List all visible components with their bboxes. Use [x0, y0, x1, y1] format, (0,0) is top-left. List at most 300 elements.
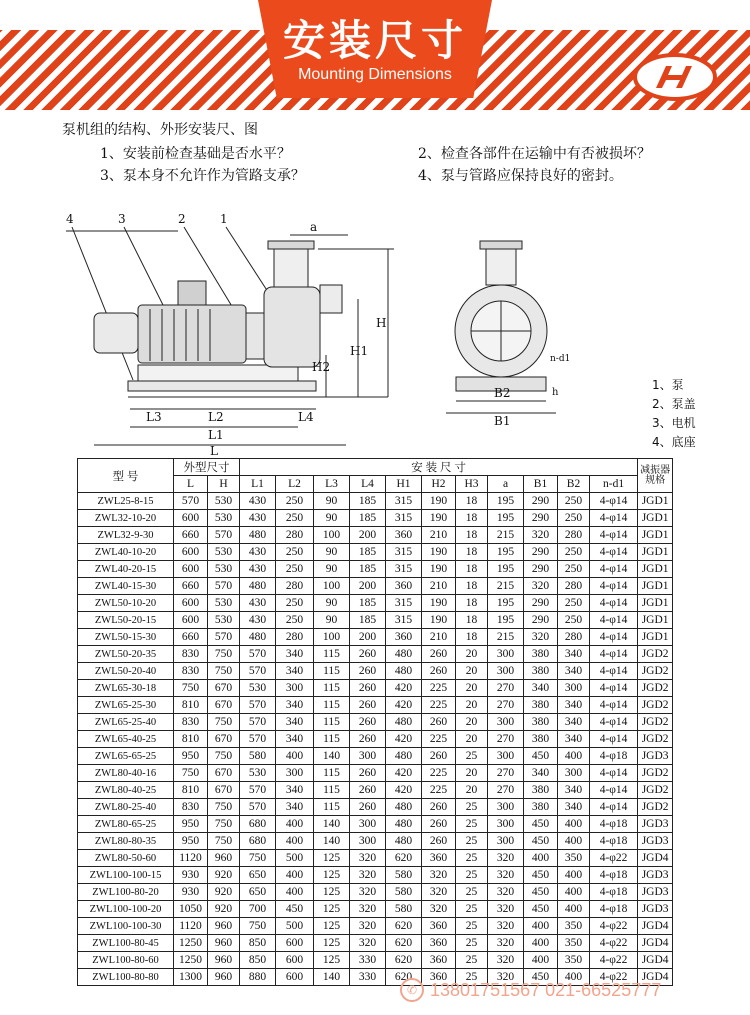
table-cell: 125 — [314, 918, 350, 935]
table-cell: JGD2 — [638, 646, 673, 663]
table-cell: 20 — [456, 663, 488, 680]
table-cell: 480 — [386, 799, 422, 816]
table-cell: 250 — [276, 595, 314, 612]
table-cell: 4-φ22 — [590, 969, 638, 986]
table-cell: 340 — [558, 663, 590, 680]
table-cell: 660 — [174, 629, 208, 646]
table-row — [78, 663, 673, 680]
table-cell: 125 — [314, 901, 350, 918]
svg-text:B1: B1 — [494, 414, 511, 428]
table-cell: 570 — [208, 629, 240, 646]
table-cell: 320 — [350, 901, 386, 918]
table-cell: 280 — [276, 629, 314, 646]
table-cell: 290 — [524, 493, 558, 510]
table-cell: 260 — [350, 646, 386, 663]
table-cell: JGD4 — [638, 952, 673, 969]
model-cell: ZWL100-100-20 — [78, 901, 174, 918]
table-cell: 670 — [208, 731, 240, 748]
table-cell: 20 — [456, 680, 488, 697]
table-cell: 530 — [208, 493, 240, 510]
table-cell: 320 — [350, 850, 386, 867]
table-cell: 115 — [314, 799, 350, 816]
header-model: 型 号 — [78, 459, 174, 493]
table-cell: 600 — [276, 952, 314, 969]
table-cell: 20 — [456, 697, 488, 714]
model-cell: ZWL80-25-40 — [78, 799, 174, 816]
table-cell: 450 — [524, 748, 558, 765]
table-cell: 4-φ14 — [590, 646, 638, 663]
table-cell: 260 — [350, 680, 386, 697]
model-cell: ZWL32-9-30 — [78, 527, 174, 544]
table-cell: 670 — [208, 697, 240, 714]
table-cell: 250 — [276, 493, 314, 510]
model-cell: ZWL100-80-20 — [78, 884, 174, 901]
table-row — [78, 935, 673, 952]
table-cell: 960 — [208, 850, 240, 867]
table-cell: JGD4 — [638, 969, 673, 986]
table-cell: 18 — [456, 612, 488, 629]
table-cell: 480 — [240, 629, 276, 646]
table-cell: 4-φ18 — [590, 816, 638, 833]
table-cell: 810 — [174, 697, 208, 714]
table-cell: 360 — [422, 969, 456, 986]
callout-2: 2 — [178, 212, 186, 226]
table-row — [78, 578, 673, 595]
table-cell: 600 — [276, 935, 314, 952]
table-cell: 400 — [558, 867, 590, 884]
table-cell: 250 — [276, 612, 314, 629]
table-cell: 100 — [314, 527, 350, 544]
column-header: H2 — [422, 476, 456, 493]
table-cell: 4-φ18 — [590, 901, 638, 918]
table-cell: 115 — [314, 782, 350, 799]
table-cell: 530 — [240, 765, 276, 782]
table-cell: 25 — [456, 935, 488, 952]
table-cell: 400 — [276, 816, 314, 833]
column-header: a — [488, 476, 524, 493]
table-cell: 260 — [422, 833, 456, 850]
table-cell: 315 — [386, 510, 422, 527]
banner — [0, 0, 750, 118]
table-cell: 920 — [208, 867, 240, 884]
table-cell: 270 — [488, 782, 524, 799]
table-cell: 185 — [350, 493, 386, 510]
table-cell: 420 — [386, 697, 422, 714]
table-row — [78, 527, 673, 544]
table-row — [78, 918, 673, 935]
table-cell: 140 — [314, 833, 350, 850]
table-cell: 750 — [208, 799, 240, 816]
legend-pump: 1、泵 — [652, 378, 684, 392]
table-cell: 1250 — [174, 952, 208, 969]
table-cell: 420 — [386, 731, 422, 748]
table-cell: 570 — [240, 782, 276, 799]
table-cell: 350 — [558, 850, 590, 867]
table-cell: 195 — [488, 544, 524, 561]
table-cell: 4-φ18 — [590, 748, 638, 765]
svg-text:L2: L2 — [208, 410, 224, 424]
svg-text:a: a — [310, 220, 318, 234]
table-cell: 850 — [240, 952, 276, 969]
table-cell: 25 — [456, 748, 488, 765]
table-cell: 320 — [422, 901, 456, 918]
callout-4: 4 — [66, 212, 74, 226]
table-cell: 320 — [488, 884, 524, 901]
svg-text:H2: H2 — [312, 360, 331, 374]
table-cell: 400 — [558, 901, 590, 918]
table-cell: 1050 — [174, 901, 208, 918]
table-cell: JGD3 — [638, 884, 673, 901]
table-cell: 920 — [208, 884, 240, 901]
table-cell: 225 — [422, 765, 456, 782]
legend-pump-cover: 2、泵盖 — [652, 397, 696, 411]
table-cell: 600 — [174, 510, 208, 527]
table-cell: 200 — [350, 527, 386, 544]
table-row — [78, 850, 673, 867]
intro-item-2: 2、检查各部件在运输中有否被损坏？ — [418, 146, 651, 162]
table-cell: 810 — [174, 782, 208, 799]
table-cell: JGD3 — [638, 867, 673, 884]
table-cell: 400 — [558, 748, 590, 765]
table-cell: 430 — [240, 561, 276, 578]
table-cell: JGD2 — [638, 782, 673, 799]
table-cell: 380 — [524, 799, 558, 816]
table-cell: 25 — [456, 969, 488, 986]
table-cell: 660 — [174, 578, 208, 595]
table-cell: 185 — [350, 544, 386, 561]
table-cell: 4-φ22 — [590, 918, 638, 935]
pump-mounting-diagram — [58, 205, 698, 455]
table-cell: 190 — [422, 561, 456, 578]
brand-logo-icon — [632, 52, 718, 102]
table-cell: 380 — [524, 714, 558, 731]
table-cell: 660 — [174, 527, 208, 544]
table-cell: 750 — [174, 680, 208, 697]
table-cell: 400 — [276, 748, 314, 765]
table-cell: 670 — [208, 765, 240, 782]
table-cell: 115 — [314, 663, 350, 680]
model-cell: ZWL100-100-30 — [78, 918, 174, 935]
table-cell: JGD1 — [638, 629, 673, 646]
table-cell: 140 — [314, 969, 350, 986]
table-cell: 250 — [558, 544, 590, 561]
table-cell: 300 — [488, 646, 524, 663]
table-cell: 960 — [208, 969, 240, 986]
table-cell: 18 — [456, 527, 488, 544]
table-cell: 4-φ14 — [590, 782, 638, 799]
table-cell: 260 — [350, 731, 386, 748]
table-cell: 570 — [208, 527, 240, 544]
header-spec: 规格 — [645, 474, 666, 486]
table-cell: 315 — [386, 493, 422, 510]
table-cell: 340 — [558, 714, 590, 731]
table-cell: 225 — [422, 731, 456, 748]
column-header: B1 — [524, 476, 558, 493]
table-cell: 480 — [386, 816, 422, 833]
table-cell: 25 — [456, 952, 488, 969]
table-cell: 250 — [558, 493, 590, 510]
table-cell: 1250 — [174, 935, 208, 952]
column-header: H1 — [386, 476, 422, 493]
legend-motor: 3、电机 — [652, 416, 696, 430]
table-cell: 225 — [422, 697, 456, 714]
legend-base: 4、底座 — [652, 435, 696, 449]
model-cell: ZWL50-20-40 — [78, 663, 174, 680]
table-cell: 400 — [524, 850, 558, 867]
table-cell: 810 — [174, 731, 208, 748]
table-cell: 430 — [240, 544, 276, 561]
table-cell: 1300 — [174, 969, 208, 986]
table-cell: 270 — [488, 697, 524, 714]
table-cell: 350 — [558, 918, 590, 935]
table-cell: 480 — [240, 527, 276, 544]
table-cell: 350 — [558, 952, 590, 969]
header-damper-spec — [638, 459, 673, 493]
table-cell: 580 — [386, 867, 422, 884]
table-cell: 620 — [386, 969, 422, 986]
table-cell: 4-φ14 — [590, 561, 638, 578]
table-cell: 340 — [524, 680, 558, 697]
table-cell: 270 — [488, 731, 524, 748]
table-cell: 420 — [386, 680, 422, 697]
table-cell: 18 — [456, 561, 488, 578]
column-header: L3 — [314, 476, 350, 493]
table-cell: 195 — [488, 510, 524, 527]
table-cell: 570 — [240, 714, 276, 731]
table-cell: 530 — [208, 561, 240, 578]
table-cell: 115 — [314, 697, 350, 714]
table-cell: 90 — [314, 493, 350, 510]
contact-phones: 13801751567 021-66525777 — [430, 979, 662, 1000]
table-cell: 18 — [456, 544, 488, 561]
column-header: L — [174, 476, 208, 493]
table-cell: JGD2 — [638, 697, 673, 714]
table-cell: 260 — [350, 799, 386, 816]
table-cell: 115 — [314, 646, 350, 663]
table-cell: 190 — [422, 595, 456, 612]
table-cell: 260 — [422, 663, 456, 680]
table-cell: 380 — [524, 663, 558, 680]
table-cell: 300 — [488, 799, 524, 816]
table-cell: 125 — [314, 884, 350, 901]
column-header: H3 — [456, 476, 488, 493]
table-cell: JGD2 — [638, 765, 673, 782]
table-cell: 750 — [208, 816, 240, 833]
table-cell: 315 — [386, 595, 422, 612]
model-cell: ZWL50-10-20 — [78, 595, 174, 612]
table-cell: 320 — [524, 527, 558, 544]
table-cell: 300 — [488, 714, 524, 731]
table-cell: 90 — [314, 561, 350, 578]
table-cell: 480 — [386, 748, 422, 765]
table-cell: JGD4 — [638, 935, 673, 952]
table-cell: 260 — [422, 646, 456, 663]
svg-text:L3: L3 — [146, 410, 162, 424]
table-cell: 4-φ22 — [590, 952, 638, 969]
table-cell: 20 — [456, 731, 488, 748]
table-row — [78, 833, 673, 850]
table-cell: 320 — [350, 935, 386, 952]
table-cell: 850 — [240, 935, 276, 952]
table-cell: 580 — [386, 901, 422, 918]
table-cell: 210 — [422, 527, 456, 544]
callout-3: 3 — [118, 212, 126, 226]
table-cell: 500 — [276, 850, 314, 867]
table-cell: 100 — [314, 578, 350, 595]
phone-icon: ✆ — [400, 978, 424, 1002]
table-cell: JGD3 — [638, 901, 673, 918]
table-cell: 250 — [558, 612, 590, 629]
table-cell: 4-φ14 — [590, 697, 638, 714]
table-cell: 340 — [276, 697, 314, 714]
model-cell: ZWL65-40-25 — [78, 731, 174, 748]
table-cell: 290 — [524, 544, 558, 561]
table-cell: 340 — [276, 646, 314, 663]
table-cell: 300 — [350, 748, 386, 765]
table-cell: 18 — [456, 629, 488, 646]
table-cell: 830 — [174, 646, 208, 663]
table-cell: 750 — [208, 748, 240, 765]
model-cell: ZWL100-80-80 — [78, 969, 174, 986]
table-cell: 620 — [386, 952, 422, 969]
table-cell: 930 — [174, 884, 208, 901]
table-cell: 185 — [350, 612, 386, 629]
svg-text:B2: B2 — [494, 386, 511, 400]
table-cell: 950 — [174, 833, 208, 850]
column-header: L4 — [350, 476, 386, 493]
table-cell: 20 — [456, 782, 488, 799]
table-cell: 250 — [558, 595, 590, 612]
table-cell: 500 — [276, 918, 314, 935]
table-cell: 4-φ14 — [590, 765, 638, 782]
table-cell: 25 — [456, 799, 488, 816]
table-cell: 650 — [240, 867, 276, 884]
model-cell: ZWL32-10-20 — [78, 510, 174, 527]
table-cell: 280 — [558, 527, 590, 544]
table-cell: 400 — [558, 884, 590, 901]
table-cell: 250 — [558, 561, 590, 578]
model-cell: ZWL80-65-25 — [78, 816, 174, 833]
table-cell: 100 — [314, 629, 350, 646]
table-cell: 620 — [386, 935, 422, 952]
table-cell: 750 — [208, 714, 240, 731]
table-cell: 360 — [422, 935, 456, 952]
table-cell: 25 — [456, 901, 488, 918]
table-cell: JGD1 — [638, 544, 673, 561]
table-cell: 320 — [488, 952, 524, 969]
table-row — [78, 765, 673, 782]
table-cell: 18 — [456, 493, 488, 510]
table-cell: 20 — [456, 714, 488, 731]
table-cell: 450 — [524, 969, 558, 986]
table-cell: 250 — [276, 510, 314, 527]
callout-1: 1 — [220, 212, 228, 226]
table-cell: 600 — [276, 969, 314, 986]
table-cell: 350 — [558, 935, 590, 952]
table-cell: JGD2 — [638, 731, 673, 748]
table-cell: 4-φ14 — [590, 680, 638, 697]
table-cell: 300 — [558, 680, 590, 697]
table-cell: 20 — [456, 646, 488, 663]
table-cell: 4-φ14 — [590, 544, 638, 561]
table-row — [78, 714, 673, 731]
table-cell: 320 — [422, 867, 456, 884]
table-cell: 620 — [386, 918, 422, 935]
model-cell: ZWL100-80-45 — [78, 935, 174, 952]
table-cell: 210 — [422, 578, 456, 595]
table-cell: 450 — [276, 901, 314, 918]
table-cell: JGD1 — [638, 595, 673, 612]
motor-body — [138, 305, 246, 363]
table-cell: 4-φ22 — [590, 850, 638, 867]
table-cell: 600 — [174, 561, 208, 578]
table-cell: 570 — [240, 646, 276, 663]
table-cell: 400 — [524, 935, 558, 952]
table-cell: 670 — [208, 782, 240, 799]
table-cell: 830 — [174, 799, 208, 816]
table-cell: 18 — [456, 510, 488, 527]
table-cell: 280 — [276, 527, 314, 544]
table-cell: 300 — [488, 833, 524, 850]
model-cell: ZWL65-25-40 — [78, 714, 174, 731]
table-cell: 125 — [314, 850, 350, 867]
table-cell: JGD4 — [638, 918, 673, 935]
table-cell: 530 — [240, 680, 276, 697]
table-cell: 360 — [422, 952, 456, 969]
table-cell: 260 — [350, 714, 386, 731]
table-cell: 260 — [422, 799, 456, 816]
column-header: L2 — [276, 476, 314, 493]
table-cell: 25 — [456, 884, 488, 901]
table-cell: 25 — [456, 918, 488, 935]
table-cell: 530 — [208, 510, 240, 527]
table-cell: 340 — [276, 731, 314, 748]
table-cell: 300 — [276, 765, 314, 782]
table-row — [78, 510, 673, 527]
table-cell: 530 — [208, 544, 240, 561]
table-cell: 420 — [386, 765, 422, 782]
table-cell: 270 — [488, 765, 524, 782]
table-cell: 215 — [488, 629, 524, 646]
table-cell: JGD2 — [638, 663, 673, 680]
table-cell: 260 — [422, 714, 456, 731]
intro-item-3: 3、泵本身不允许作为管路支承？ — [100, 168, 305, 184]
svg-text:L: L — [210, 444, 218, 455]
table-cell: 320 — [524, 578, 558, 595]
table-cell: 570 — [240, 697, 276, 714]
header-damper: 减振器 — [640, 464, 671, 476]
header-install: 安 装 尺 寸 — [240, 459, 638, 476]
table-cell: 125 — [314, 952, 350, 969]
table-row — [78, 680, 673, 697]
table-cell: 320 — [488, 867, 524, 884]
table-cell: 340 — [276, 799, 314, 816]
table-cell: 360 — [386, 629, 422, 646]
table-row — [78, 646, 673, 663]
table-cell: 380 — [524, 697, 558, 714]
table-cell: 4-φ14 — [590, 578, 638, 595]
table-cell: 185 — [350, 510, 386, 527]
model-cell: ZWL80-50-60 — [78, 850, 174, 867]
table-cell: 750 — [208, 833, 240, 850]
table-cell: 530 — [208, 595, 240, 612]
table-cell: 280 — [558, 629, 590, 646]
table-body — [78, 493, 673, 986]
table-cell: 1120 — [174, 850, 208, 867]
model-cell: ZWL100-80-60 — [78, 952, 174, 969]
table-cell: 125 — [314, 867, 350, 884]
table-cell: 340 — [558, 782, 590, 799]
